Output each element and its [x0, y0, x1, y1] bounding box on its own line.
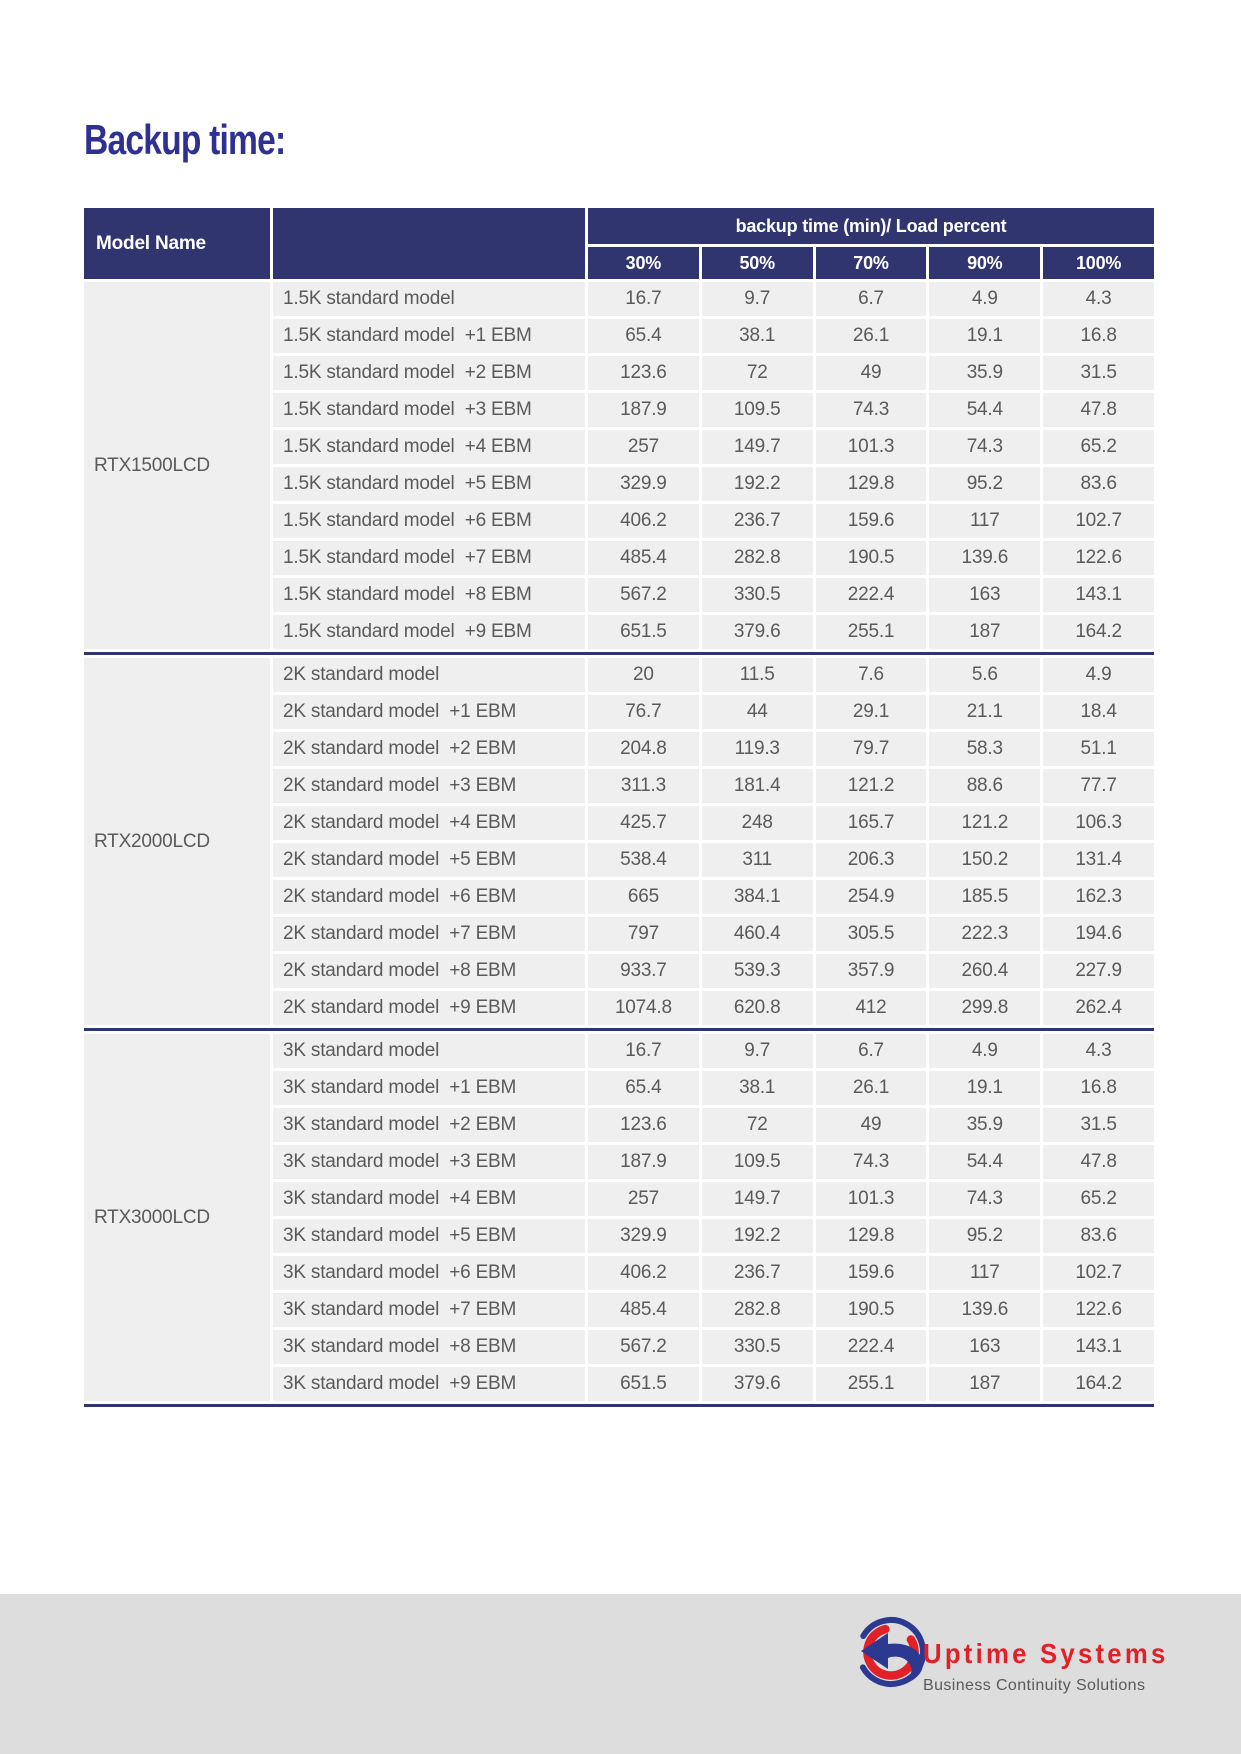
backup-time-value-cell: 150.2	[929, 843, 1040, 877]
row-label-cell: 3K standard model +5 EBM	[273, 1219, 585, 1253]
backup-time-value-cell: 74.3	[929, 1182, 1040, 1216]
backup-time-value-cell: 329.9	[588, 467, 699, 501]
backup-time-value-cell: 406.2	[588, 1256, 699, 1290]
backup-time-value-cell: 192.2	[702, 467, 813, 501]
backup-time-value-cell: 123.6	[588, 356, 699, 390]
backup-time-value-cell: 19.1	[929, 1071, 1040, 1105]
backup-time-value-cell: 227.9	[1043, 954, 1154, 988]
backup-time-value-cell: 425.7	[588, 806, 699, 840]
backup-time-value-cell: 384.1	[702, 880, 813, 914]
backup-time-value-cell: 485.4	[588, 1293, 699, 1327]
backup-time-value-cell: 47.8	[1043, 393, 1154, 427]
footer-band	[0, 1594, 1241, 1754]
backup-time-value-cell: 330.5	[702, 578, 813, 612]
row-label-cell: 1.5K standard model +6 EBM	[273, 504, 585, 538]
model-name-cell: RTX1500LCD	[84, 282, 270, 649]
backup-time-value-cell: 149.7	[702, 1182, 813, 1216]
table-bottom-border	[84, 1404, 1154, 1407]
backup-time-value-cell: 257	[588, 430, 699, 464]
backup-time-value-cell: 109.5	[702, 393, 813, 427]
backup-time-value-cell: 460.4	[702, 917, 813, 951]
backup-time-value-cell: 72	[702, 356, 813, 390]
backup-time-value-cell: 164.2	[1043, 615, 1154, 649]
backup-time-value-cell: 65.2	[1043, 1182, 1154, 1216]
backup-time-value-cell: 538.4	[588, 843, 699, 877]
backup-time-value-cell: 129.8	[816, 1219, 927, 1253]
row-label-cell: 2K standard model +6 EBM	[273, 880, 585, 914]
backup-time-value-cell: 6.7	[816, 282, 927, 316]
backup-time-value-cell: 222.3	[929, 917, 1040, 951]
row-label-cell: 3K standard model +8 EBM	[273, 1330, 585, 1364]
backup-time-value-cell: 65.2	[1043, 430, 1154, 464]
row-label-cell: 2K standard model +9 EBM	[273, 991, 585, 1025]
backup-time-value-cell: 412	[816, 991, 927, 1025]
backup-time-value-cell: 933.7	[588, 954, 699, 988]
backup-time-value-cell: 299.8	[929, 991, 1040, 1025]
backup-time-value-cell: 58.3	[929, 732, 1040, 766]
row-label-cell: 1.5K standard model +4 EBM	[273, 430, 585, 464]
backup-time-value-cell: 9.7	[702, 1034, 813, 1068]
backup-time-value-cell: 6.7	[816, 1034, 927, 1068]
backup-time-value-cell: 16.8	[1043, 319, 1154, 353]
backup-time-value-cell: 21.1	[929, 695, 1040, 729]
column-header-load-percent: 70%	[816, 247, 927, 279]
backup-time-value-cell: 185.5	[929, 880, 1040, 914]
backup-time-value-cell: 121.2	[929, 806, 1040, 840]
backup-time-value-cell: 181.4	[702, 769, 813, 803]
backup-time-value-cell: 117	[929, 504, 1040, 538]
backup-time-table	[84, 208, 1154, 1407]
backup-time-value-cell: 4.3	[1043, 282, 1154, 316]
backup-time-value-cell: 38.1	[702, 319, 813, 353]
row-label-cell: 1.5K standard model +1 EBM	[273, 319, 585, 353]
backup-time-value-cell: 143.1	[1043, 1330, 1154, 1364]
backup-time-value-cell: 162.3	[1043, 880, 1154, 914]
row-label-cell: 2K standard model +1 EBM	[273, 695, 585, 729]
backup-time-value-cell: 109.5	[702, 1145, 813, 1179]
row-label-cell: 1.5K standard model +2 EBM	[273, 356, 585, 390]
backup-time-value-cell: 102.7	[1043, 1256, 1154, 1290]
backup-time-value-cell: 260.4	[929, 954, 1040, 988]
backup-time-value-cell: 139.6	[929, 541, 1040, 575]
logo-text-block	[923, 1638, 1190, 1695]
backup-time-value-cell: 26.1	[816, 319, 927, 353]
backup-time-value-cell: 357.9	[816, 954, 927, 988]
backup-time-value-cell: 19.1	[929, 319, 1040, 353]
backup-time-value-cell: 16.7	[588, 1034, 699, 1068]
backup-time-value-cell: 567.2	[588, 1330, 699, 1364]
backup-time-value-cell: 49	[816, 356, 927, 390]
backup-time-value-cell: 44	[702, 695, 813, 729]
backup-time-value-cell: 282.8	[702, 541, 813, 575]
backup-time-value-cell: 206.3	[816, 843, 927, 877]
backup-time-value-cell: 35.9	[929, 356, 1040, 390]
backup-time-value-cell: 194.6	[1043, 917, 1154, 951]
backup-time-value-cell: 74.3	[816, 1145, 927, 1179]
column-header-group: backup time (min)/ Load percent	[588, 208, 1154, 244]
backup-time-value-cell: 187	[929, 1367, 1040, 1401]
backup-time-value-cell: 539.3	[702, 954, 813, 988]
backup-time-value-cell: 485.4	[588, 541, 699, 575]
backup-time-value-cell: 257	[588, 1182, 699, 1216]
model-name-cell: RTX3000LCD	[84, 1034, 270, 1401]
backup-time-value-cell: 406.2	[588, 504, 699, 538]
row-label-cell: 3K standard model +3 EBM	[273, 1145, 585, 1179]
backup-time-value-cell: 121.2	[816, 769, 927, 803]
backup-time-value-cell: 255.1	[816, 1367, 927, 1401]
backup-time-value-cell: 101.3	[816, 430, 927, 464]
backup-time-value-cell: 31.5	[1043, 1108, 1154, 1142]
column-header-load-percent: 30%	[588, 247, 699, 279]
backup-time-value-cell: 190.5	[816, 541, 927, 575]
backup-time-value-cell: 330.5	[702, 1330, 813, 1364]
row-label-cell: 2K standard model +3 EBM	[273, 769, 585, 803]
backup-time-value-cell: 65.4	[588, 319, 699, 353]
backup-time-value-cell: 254.9	[816, 880, 927, 914]
backup-time-value-cell: 165.7	[816, 806, 927, 840]
backup-time-value-cell: 236.7	[702, 504, 813, 538]
backup-time-value-cell: 149.7	[702, 430, 813, 464]
row-label-cell: 3K standard model +1 EBM	[273, 1071, 585, 1105]
backup-time-value-cell: 35.9	[929, 1108, 1040, 1142]
row-label-cell: 3K standard model +2 EBM	[273, 1108, 585, 1142]
backup-time-value-cell: 122.6	[1043, 1293, 1154, 1327]
backup-time-value-cell: 76.7	[588, 695, 699, 729]
column-header-load-percent: 50%	[702, 247, 813, 279]
model-name-cell: RTX2000LCD	[84, 658, 270, 1025]
backup-time-value-cell: 204.8	[588, 732, 699, 766]
backup-time-value-cell: 26.1	[816, 1071, 927, 1105]
backup-time-value-cell: 159.6	[816, 504, 927, 538]
backup-time-value-cell: 1074.8	[588, 991, 699, 1025]
backup-time-value-cell: 4.9	[929, 282, 1040, 316]
row-label-cell: 2K standard model +7 EBM	[273, 917, 585, 951]
row-label-cell: 1.5K standard model +9 EBM	[273, 615, 585, 649]
backup-time-value-cell: 4.3	[1043, 1034, 1154, 1068]
backup-time-value-cell: 159.6	[816, 1256, 927, 1290]
row-label-cell: 1.5K standard model +8 EBM	[273, 578, 585, 612]
row-label-cell: 3K standard model +9 EBM	[273, 1367, 585, 1401]
backup-time-value-cell: 192.2	[702, 1219, 813, 1253]
backup-time-value-cell: 117	[929, 1256, 1040, 1290]
page-title: Backup time:	[84, 116, 286, 163]
backup-time-value-cell: 47.8	[1043, 1145, 1154, 1179]
row-label-cell: 1.5K standard model +5 EBM	[273, 467, 585, 501]
row-label-cell: 2K standard model +4 EBM	[273, 806, 585, 840]
backup-time-value-cell: 122.6	[1043, 541, 1154, 575]
backup-time-value-cell: 74.3	[929, 430, 1040, 464]
backup-time-value-cell: 379.6	[702, 1367, 813, 1401]
logo-name: Uptime Systems	[923, 1638, 1169, 1669]
row-label-cell: 3K standard model +7 EBM	[273, 1293, 585, 1327]
backup-time-value-cell: 106.3	[1043, 806, 1154, 840]
backup-time-value-cell: 190.5	[816, 1293, 927, 1327]
backup-time-value-cell: 143.1	[1043, 578, 1154, 612]
backup-time-value-cell: 163	[929, 1330, 1040, 1364]
backup-time-value-cell: 51.1	[1043, 732, 1154, 766]
backup-time-value-cell: 88.6	[929, 769, 1040, 803]
backup-time-value-cell: 620.8	[702, 991, 813, 1025]
backup-time-value-cell: 305.5	[816, 917, 927, 951]
section-separator	[84, 652, 1154, 655]
logo-tagline: Business Continuity Solutions	[923, 1677, 1146, 1694]
backup-time-value-cell: 282.8	[702, 1293, 813, 1327]
backup-time-value-cell: 567.2	[588, 578, 699, 612]
row-label-cell: 2K standard model +8 EBM	[273, 954, 585, 988]
backup-time-value-cell: 119.3	[702, 732, 813, 766]
backup-time-value-cell: 74.3	[816, 393, 927, 427]
backup-time-value-cell: 139.6	[929, 1293, 1040, 1327]
backup-time-value-cell: 665	[588, 880, 699, 914]
backup-time-value-cell: 129.8	[816, 467, 927, 501]
backup-time-value-cell: 72	[702, 1108, 813, 1142]
backup-time-value-cell: 187.9	[588, 1145, 699, 1179]
column-header-blank	[273, 208, 585, 279]
row-label-cell: 3K standard model +4 EBM	[273, 1182, 585, 1216]
backup-time-value-cell: 16.8	[1043, 1071, 1154, 1105]
backup-time-value-cell: 164.2	[1043, 1367, 1154, 1401]
backup-time-value-cell: 651.5	[588, 615, 699, 649]
row-label-cell: 1.5K standard model +3 EBM	[273, 393, 585, 427]
row-label-cell: 2K standard model +2 EBM	[273, 732, 585, 766]
backup-time-value-cell: 248	[702, 806, 813, 840]
backup-time-value-cell: 311.3	[588, 769, 699, 803]
backup-time-value-cell: 222.4	[816, 1330, 927, 1364]
backup-time-value-cell: 255.1	[816, 615, 927, 649]
backup-time-value-cell: 95.2	[929, 467, 1040, 501]
backup-time-value-cell: 379.6	[702, 615, 813, 649]
backup-time-value-cell: 5.6	[929, 658, 1040, 692]
row-label-cell: 2K standard model	[273, 658, 585, 692]
backup-time-value-cell: 262.4	[1043, 991, 1154, 1025]
backup-time-value-cell: 4.9	[929, 1034, 1040, 1068]
backup-time-value-cell: 83.6	[1043, 467, 1154, 501]
backup-time-value-cell: 11.5	[702, 658, 813, 692]
row-label-cell: 1.5K standard model	[273, 282, 585, 316]
backup-time-value-cell: 77.7	[1043, 769, 1154, 803]
column-header-model-name: Model Name	[84, 208, 270, 279]
backup-time-value-cell: 102.7	[1043, 504, 1154, 538]
backup-time-value-cell: 797	[588, 917, 699, 951]
row-label-cell: 3K standard model	[273, 1034, 585, 1068]
column-header-load-percent: 100%	[1043, 247, 1154, 279]
backup-time-value-cell: 83.6	[1043, 1219, 1154, 1253]
backup-time-value-cell: 31.5	[1043, 356, 1154, 390]
backup-time-value-cell: 329.9	[588, 1219, 699, 1253]
backup-time-value-cell: 123.6	[588, 1108, 699, 1142]
backup-time-value-cell: 29.1	[816, 695, 927, 729]
backup-time-value-cell: 222.4	[816, 578, 927, 612]
backup-time-value-cell: 236.7	[702, 1256, 813, 1290]
backup-time-value-cell: 9.7	[702, 282, 813, 316]
backup-time-value-cell: 20	[588, 658, 699, 692]
backup-time-value-cell: 54.4	[929, 393, 1040, 427]
backup-time-value-cell: 95.2	[929, 1219, 1040, 1253]
backup-time-value-cell: 187.9	[588, 393, 699, 427]
backup-time-value-cell: 163	[929, 578, 1040, 612]
row-label-cell: 2K standard model +5 EBM	[273, 843, 585, 877]
backup-time-value-cell: 65.4	[588, 1071, 699, 1105]
backup-time-value-cell: 7.6	[816, 658, 927, 692]
backup-time-value-cell: 651.5	[588, 1367, 699, 1401]
section-separator	[84, 1028, 1154, 1031]
row-label-cell: 1.5K standard model +7 EBM	[273, 541, 585, 575]
backup-time-value-cell: 16.7	[588, 282, 699, 316]
backup-time-value-cell: 38.1	[702, 1071, 813, 1105]
backup-time-value-cell: 54.4	[929, 1145, 1040, 1179]
backup-time-value-cell: 311	[702, 843, 813, 877]
column-header-load-percent: 90%	[929, 247, 1040, 279]
backup-time-value-cell: 18.4	[1043, 695, 1154, 729]
backup-time-value-cell: 187	[929, 615, 1040, 649]
row-label-cell: 3K standard model +6 EBM	[273, 1256, 585, 1290]
backup-time-value-cell: 101.3	[816, 1182, 927, 1216]
backup-time-value-cell: 131.4	[1043, 843, 1154, 877]
backup-time-value-cell: 79.7	[816, 732, 927, 766]
backup-time-value-cell: 4.9	[1043, 658, 1154, 692]
backup-time-value-cell: 49	[816, 1108, 927, 1142]
